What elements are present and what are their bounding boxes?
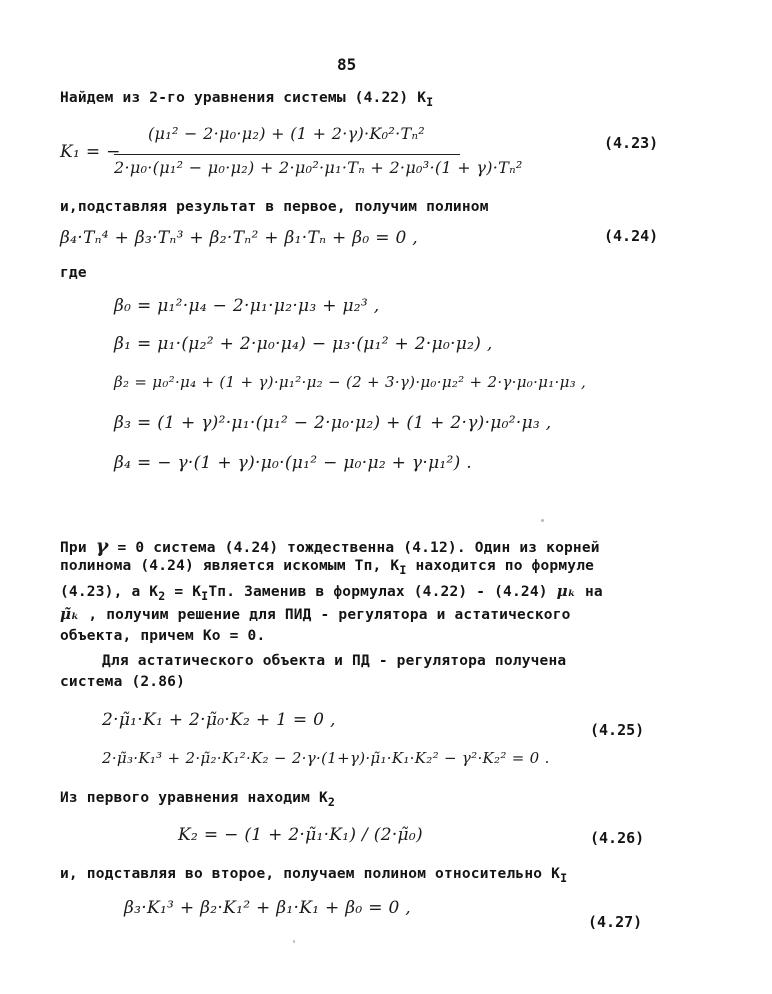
- line-substitute: и,подставляя результат в первое, получим полином: [60, 199, 489, 215]
- page-number: 85: [337, 55, 357, 74]
- scan-speck: [541, 519, 544, 522]
- beta-2-line: β₂ = μ₀²·μ₄ + (1 + γ)·μ₁²·μ₂ − (2 + 3·γ)·μ₀·μ₂² + 2·γ·μ₀·μ₁·μ₃ ,: [114, 373, 587, 391]
- p1-l1-pre: При: [60, 540, 87, 556]
- p1-l1-gamma: γ: [95, 535, 109, 557]
- p1-l3-post: Тп. Заменив в формулах (4.22) - (4.24): [208, 584, 548, 600]
- p1-l3-text: (4.23), а K: [60, 584, 159, 600]
- eq-4-25-number: (4.25): [590, 721, 645, 739]
- paragraph-1-line-5: объекта, причем Ko = 0.: [60, 628, 266, 644]
- line-second-sub: I: [560, 871, 568, 886]
- scan-speck: [293, 940, 295, 943]
- intro-line: [60, 90, 433, 109]
- eq-4-25-line-1: 2·μ̃₁·K₁ + 2·μ̃₀·K₂ + 1 = 0 ,: [102, 710, 336, 730]
- line-first-equation: [60, 790, 335, 809]
- line-first-sub: 2: [327, 795, 336, 810]
- p1-l4-post: , получим решение для ПИД - регулятора и астатического: [79, 607, 571, 623]
- p1-l2-text: полинома (4.24) является искомым Тп, K: [60, 558, 400, 574]
- paragraph-1-line-4: [60, 605, 571, 623]
- eq-4-24-number: (4.24): [604, 227, 659, 245]
- p1-l4-mu-tilde-k: μ̃ₖ: [60, 605, 80, 623]
- paragraph-2-line-2: система (2.86): [60, 674, 186, 690]
- line-second: [60, 866, 567, 885]
- eq-4-25-line-2: 2·μ̃₃·K₁³ + 2·μ̃₂·K₁²·K₂ − 2·γ·(1+γ)·μ̃₁·K₁·K₂² − γ²·K₂² = 0 .: [102, 749, 550, 767]
- eq-4-23-fraction-bar: [114, 154, 460, 155]
- p1-l3-sub2: I: [201, 589, 209, 604]
- eq-4-26-number: (4.26): [590, 829, 645, 847]
- p1-l3-mu-k: μₖ: [556, 582, 577, 600]
- eq-4-27-number: (4.27): [588, 913, 643, 931]
- beta-0-line: β₀ = μ₁²·μ₄ − 2·μ₁·μ₂·μ₃ + μ₂³ ,: [114, 296, 380, 316]
- eq-4-24-formula: β₄·Tₙ⁴ + β₃·Tₙ³ + β₂·Tₙ² + β₁·Tₙ + β₀ = 0 ,: [60, 228, 418, 248]
- beta-3-line: β₃ = (1 + γ)²·μ₁·(μ₁² − 2·μ₀·μ₂) + (1 + 2·γ)·μ₀²·μ₃ ,: [114, 413, 552, 433]
- line-first-text: Из первого уравнения находим K: [60, 790, 328, 806]
- line-second-text: и, подставляя во второе, получаем полином относительно K: [60, 866, 561, 882]
- p1-l2-sub: I: [399, 563, 407, 578]
- paragraph-1-line-1: [60, 535, 600, 557]
- eq-4-27-formula: β₃·K₁³ + β₂·K₁² + β₁·K₁ + β₀ = 0 ,: [124, 898, 411, 918]
- where-label: где: [60, 265, 87, 281]
- p1-l2-post: находится по формуле: [406, 558, 595, 574]
- p1-l1-post: = 0 система (4.24) тождественна (4.12). Один из корней: [108, 540, 600, 556]
- eq-4-26-formula: K₂ = − (1 + 2·μ̃₁·K₁) / (2·μ̃₀): [178, 825, 423, 845]
- eq-4-23-number: (4.23): [604, 134, 659, 152]
- intro-line-text: Найдем из 2-го уравнения системы (4.22) K: [60, 90, 427, 106]
- p1-l3-mid: = K: [165, 584, 202, 600]
- beta-4-line: β₄ = − γ·(1 + γ)·μ₀·(μ₁² − μ₀·μ₂ + γ·μ₁²) .: [114, 453, 472, 473]
- paragraph-1-line-3: [60, 582, 603, 603]
- p1-l3-sub: 2: [158, 589, 166, 604]
- intro-line-sub: I: [426, 95, 434, 110]
- paragraph-2-line-1: Для астатического объекта и ПД - регулятора получена: [102, 653, 567, 669]
- eq-4-23-numerator: (μ₁² − 2·μ₀·μ₂) + (1 + 2·γ)·K₀²·Tₙ²: [148, 124, 425, 143]
- paragraph-1-line-2: [60, 558, 594, 577]
- p1-l3-tail: на: [576, 584, 603, 600]
- eq-4-23-denominator: 2·μ₀·(μ₁² − μ₀·μ₂) + 2·μ₀²·μ₁·Tₙ + 2·μ₀³·(1 + γ)·Tₙ²: [114, 158, 523, 177]
- eq-4-23-lhs: K₁ = −: [60, 142, 121, 162]
- beta-1-line: β₁ = μ₁·(μ₂² + 2·μ₀·μ₄) − μ₃·(μ₁² + 2·μ₀·μ₂) ,: [114, 334, 493, 354]
